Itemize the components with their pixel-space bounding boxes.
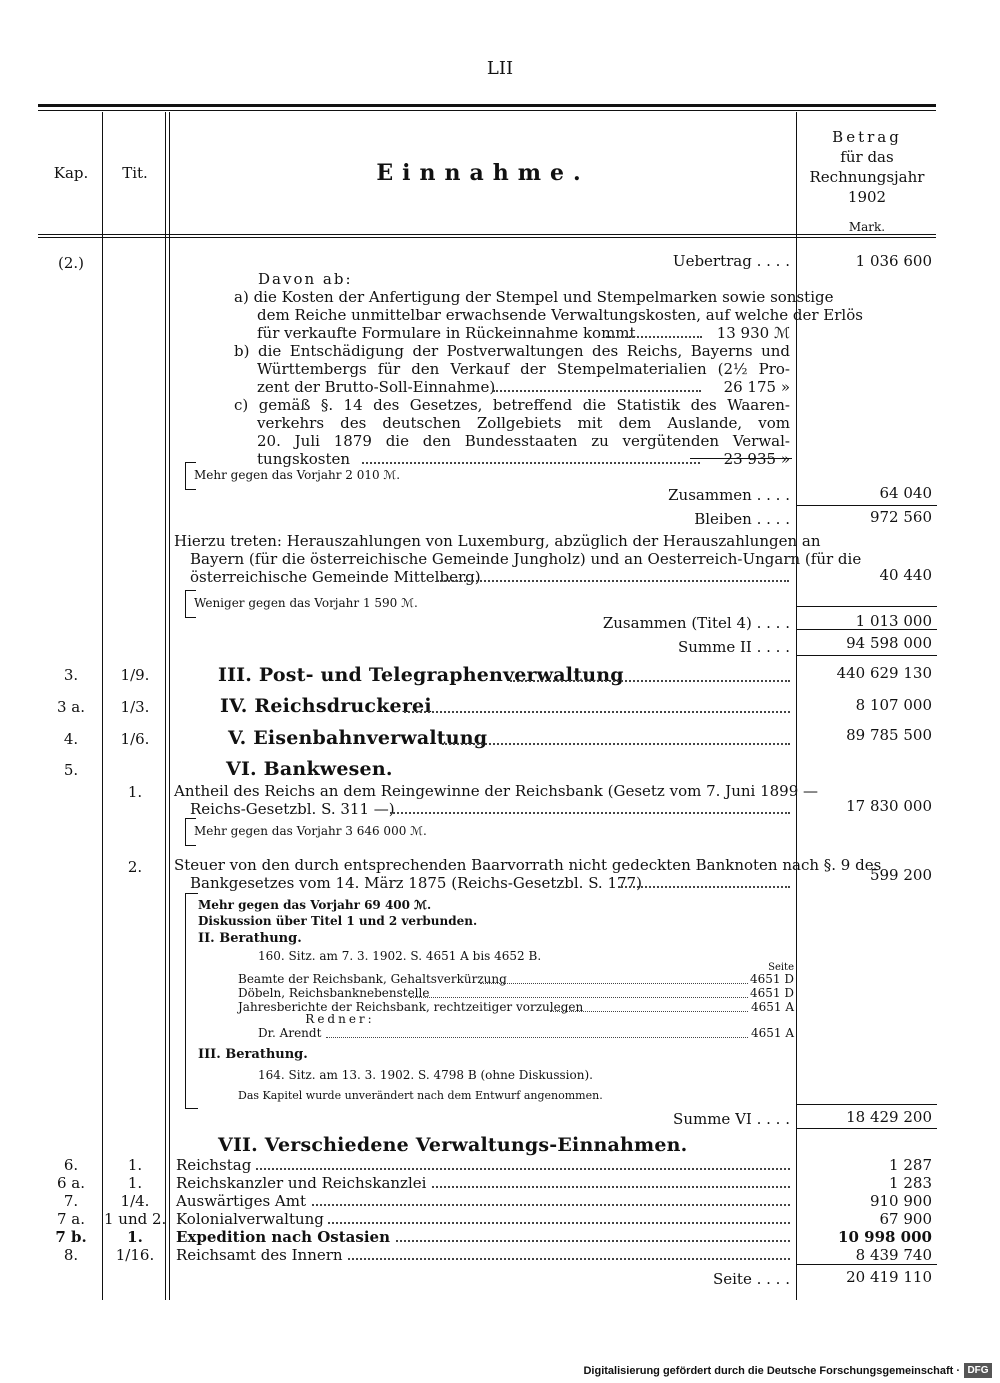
sec7-row-label: Reichstag (176, 1156, 255, 1174)
sec7-row-tit: 1. (127, 1174, 143, 1192)
bank-note-redner: Redner: (305, 1012, 375, 1026)
bank-note-berathung-2: II. Berathung. (198, 931, 302, 946)
header-einnahme: Einnahme. (376, 160, 590, 186)
bank-note-r1-page: 4651 D (750, 972, 794, 986)
seite-value: 20 419 110 (846, 1268, 932, 1286)
item-b-3: zent der Brutto-Soll-Einnahme) (257, 378, 496, 396)
section-v-value: 89 785 500 (846, 726, 932, 744)
kap-3: 3. (63, 666, 79, 684)
bank-note-mehr: Mehr gegen das Vorjahr 69 400 ℳ. (198, 898, 432, 912)
sec7-row-value: 910 900 (869, 1192, 932, 1210)
item-c-3: 20. Juli 1879 die den Bundesstaaten zu vergütenden Verwal- (257, 432, 790, 450)
bank-note-diskussion: Diskussion über Titel 1 und 2 verbunden. (198, 914, 478, 928)
header-betrag-4: 1902 (847, 188, 887, 206)
bank-t2-tit: 2. (127, 858, 143, 876)
section-vii-title: VII. Verschiedene Verwaltungs-Einnahmen. (218, 1134, 688, 1156)
bank-t1-tit: 1. (127, 783, 143, 801)
item-b-2: Württembergs für den Verkauf der Stempelmaterialien (2½ Pro- (257, 360, 790, 378)
item-a-3: für verkaufte Formulare in Rückeinnahme kommt (257, 324, 636, 342)
bank-note-r1: Beamte der Reichsbank, Gehaltsverkürzung (238, 972, 507, 986)
header-betrag-2: für das (840, 148, 894, 166)
sec7-row-kap: 6 a. (56, 1174, 86, 1192)
sec7-row-tit: 1. (127, 1156, 143, 1174)
bank-t1-note: Mehr gegen das Vorjahr 3 646 000 ℳ. (194, 824, 427, 838)
sec7-row-label: Reichsamt des Innern (176, 1246, 347, 1264)
item-c-4: tungskosten (257, 450, 351, 468)
sec7-row-value: 1 283 (889, 1174, 932, 1192)
page-number: LII (486, 58, 514, 79)
bank-t2-line2: Bankgesetzes vom 14. März 1875 (Reichs-Gesetzbl. S. 177) (190, 874, 642, 892)
col-rule-kap (102, 112, 103, 1300)
zusammen-label: Zusammen . . . . (668, 486, 790, 504)
item-c-1: c) gemäß §. 14 des Gesetzes, betreffend die Statistik des Waaren- (234, 396, 790, 414)
bank-note-sitzung-2: 164. Sitz. am 13. 3. 1902. S. 4798 B (ohne Diskussion). (258, 1068, 593, 1082)
tit-3: 1/9. (120, 666, 150, 684)
sec7-row-label: Auswärtiges Amt (176, 1192, 310, 1210)
bank-note-r3: Jahresberichte der Reichsbank, rechtzeitiger vorzulegen (238, 1000, 584, 1014)
kap-4: 4. (63, 730, 79, 748)
zusammen-value: 64 040 (879, 484, 932, 502)
uebertrag-label: Uebertrag . . . . (672, 252, 790, 270)
sec7-row-value: 10 998 000 (838, 1228, 932, 1246)
sec7-row-label: Expedition nach Ostasien (176, 1228, 394, 1246)
sec7-row-value: 8 439 740 (855, 1246, 932, 1264)
bleiben-label: Bleiben . . . . (694, 510, 790, 528)
header-unit: Mark. (848, 220, 886, 234)
sec7-row-leader (180, 1168, 790, 1170)
bank-t1-line1: Antheil des Reichs an dem Reingewinne der Reichsbank (Gesetz vom 7. Juni 1899 — (174, 782, 819, 800)
summe-6-label: Summe VI . . . . (673, 1110, 790, 1128)
sec7-row-value: 1 287 (889, 1156, 932, 1174)
davon-ab: Davon ab: (258, 270, 353, 288)
note-mehr-1: Mehr gegen das Vorjahr 2 010 ℳ. (194, 468, 401, 482)
seite-label: Seite . . . . (712, 1270, 790, 1288)
kap-2: (2.) (57, 254, 84, 272)
section-iii-title: III. Post- und Telegraphenverwaltung (218, 664, 624, 686)
sec7-row-tit: 1 und 2. (104, 1210, 167, 1228)
sec7-row-label: Kolonialverwaltung (176, 1210, 328, 1228)
sec7-row-tit: 1/4. (120, 1192, 150, 1210)
summe-6-value: 18 429 200 (846, 1108, 932, 1126)
sec7-row-tit: 1/16. (115, 1246, 155, 1264)
sec7-row-kap: 7. (63, 1192, 79, 1210)
header-betrag-1: Betrag (832, 128, 902, 146)
bank-note-seite: Seite (768, 962, 794, 973)
tit-4: 1/6. (120, 730, 150, 748)
hierzu-3: österreichische Gemeinde Mittelberg) (190, 568, 481, 586)
zus-titel-value: 1 013 000 (855, 612, 932, 630)
bank-note-r4-page: 4651 A (750, 1026, 794, 1040)
bleiben-value: 972 560 (869, 508, 932, 526)
uebertrag-value: 1 036 600 (855, 252, 932, 270)
bank-note-sitzung-1: 160. Sitz. am 7. 3. 1902. S. 4651 A bis 4652 B. (258, 949, 542, 963)
section-iv-title: IV. Reichsdruckerei (220, 695, 432, 717)
sec7-row-kap: 7 b. (55, 1228, 87, 1246)
sec7-row-kap: 6. (63, 1156, 79, 1174)
header-rule (38, 237, 936, 238)
sec7-row-label: Reichskanzler und Reichskanzlei (176, 1174, 430, 1192)
bank-note-final: Das Kapitel wurde unverändert nach dem Entwurf angenommen. (238, 1089, 603, 1102)
zus-titel-label: Zusammen (Titel 4) . . . . (602, 614, 790, 632)
footer-credit: Digitalisierung gefördert durch die Deutsche Forschungsgemeinschaft · (583, 1365, 960, 1377)
kap-5: 5. (63, 761, 79, 779)
sec7-row-kap: 7 a. (56, 1210, 86, 1228)
item-a-1: a) die Kosten der Anfertigung der Stempel und Stempelmarken sowie sonstige (234, 288, 834, 306)
item-c-value: 23 935 » (723, 450, 790, 468)
item-a-value: 13 930 ℳ (716, 324, 790, 342)
tit-3a: 1/3. (120, 698, 150, 716)
kap-3a: 3 a. (56, 698, 86, 716)
sec7-row-tit: 1. (127, 1228, 143, 1246)
bank-note-berathung-3: III. Berathung. (198, 1047, 308, 1062)
sec7-row-value: 67 900 (879, 1210, 932, 1228)
hierzu-value: 40 440 (879, 566, 932, 584)
bank-note-r4: Dr. Arendt (258, 1026, 322, 1040)
section-iii-value: 440 629 130 (836, 664, 932, 682)
hierzu-1: Hierzu treten: Herauszahlungen von Luxemburg, abzüglich der Herauszahlungen an (174, 532, 821, 550)
item-c-2: verkehrs des deutschen Zollgebiets mit dem Auslande, vom (257, 414, 790, 432)
bank-t2-value: 599 200 (869, 866, 932, 884)
header-tit: Tit. (122, 164, 148, 182)
section-vi-title: VI. Bankwesen. (226, 758, 393, 780)
hierzu-2: Bayern (für die österreichische Gemeinde Jungholz) und an Oesterreich-Ungarn (für die (190, 550, 862, 568)
section-v-title: V. Eisenbahnverwaltung (228, 727, 488, 749)
sec7-row-kap: 8. (63, 1246, 79, 1264)
note-weniger: Weniger gegen das Vorjahr 1 590 ℳ. (194, 596, 418, 610)
bank-note-r3-page: 4651 A (750, 1000, 794, 1014)
dfg-logo: DFG (964, 1363, 992, 1378)
item-a-2: dem Reiche unmittelbar erwachsende Verwaltungskosten, auf welche der Erlös (257, 306, 863, 324)
summe-2-label: Summe II . . . . (677, 638, 790, 656)
bank-t1-line2: Reichs-Gesetzbl. S. 311 —) (190, 800, 395, 818)
item-b-1: b) die Entschädigung der Postverwaltungen des Reichs, Bayerns und (234, 342, 790, 360)
top-rule (38, 104, 936, 107)
bank-note-r2-page: 4651 D (750, 986, 794, 1000)
header-kap: Kap. (53, 164, 89, 182)
bank-note-r2: Döbeln, Reichsbanknebenstelle (238, 986, 430, 1000)
bank-note-box (185, 893, 198, 1109)
header-betrag-3: Rechnungsjahr (809, 168, 925, 186)
item-b-value: 26 175 » (723, 378, 790, 396)
summe-2-value: 94 598 000 (846, 634, 932, 652)
section-iv-value: 8 107 000 (855, 696, 932, 714)
bank-t2-line1: Steuer von den durch entsprechenden Baarvorrath nicht gedeckten Banknoten nach §. 9 des (174, 856, 882, 874)
bank-t1-value: 17 830 000 (846, 797, 932, 815)
